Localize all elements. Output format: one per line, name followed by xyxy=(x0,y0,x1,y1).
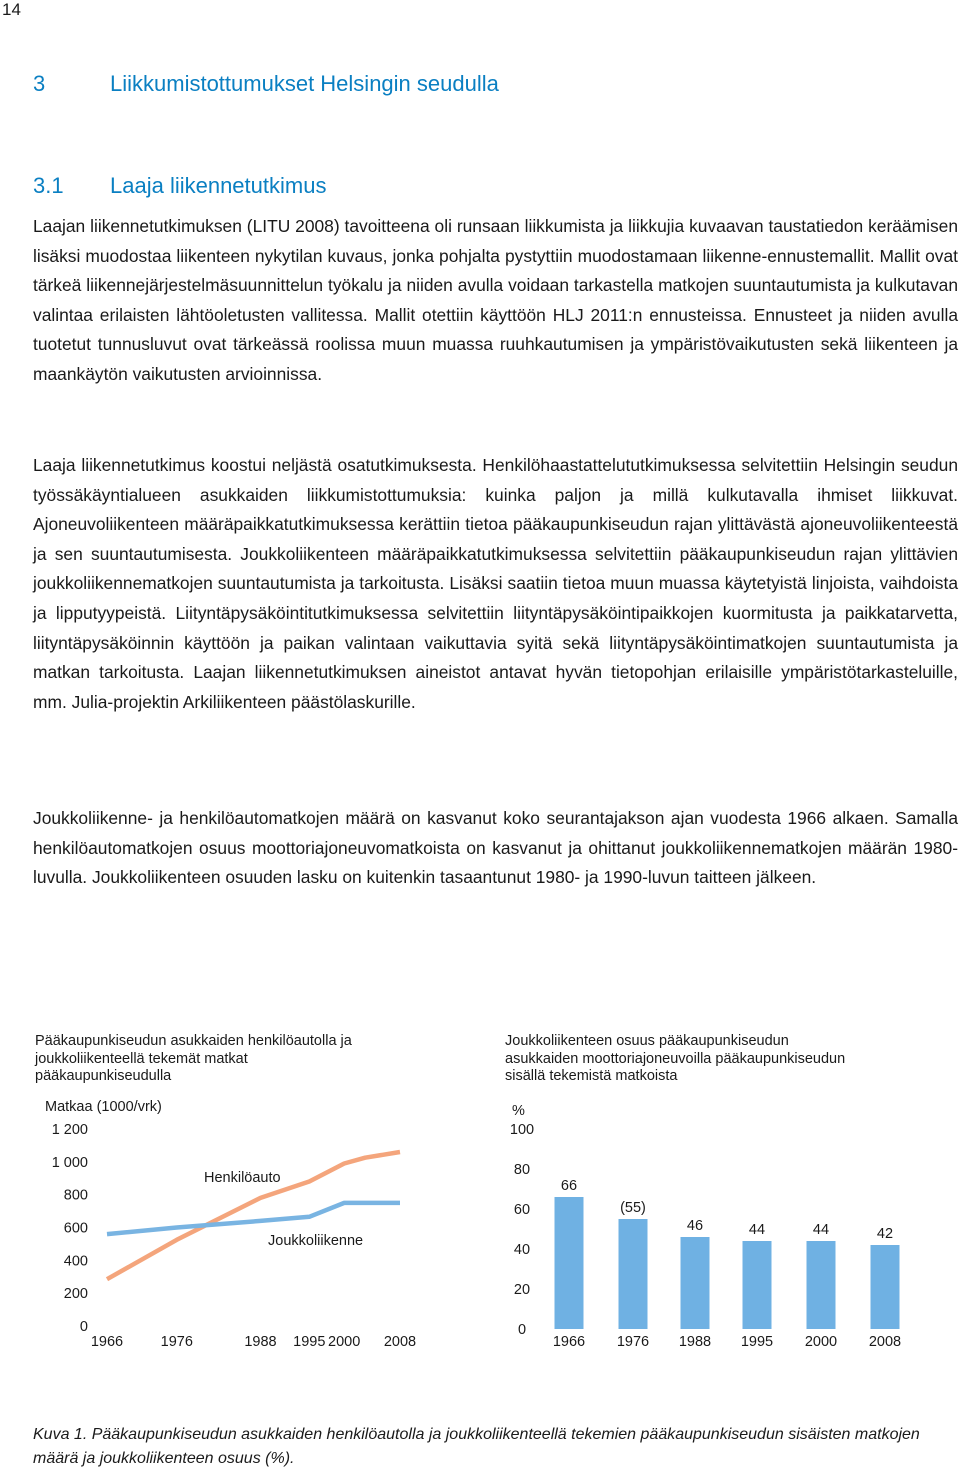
y-axis-label: % xyxy=(512,1103,525,1119)
bar xyxy=(681,1237,710,1329)
y-tick-label: 60 xyxy=(513,1202,531,1218)
x-tick-label: 1976 xyxy=(616,1334,650,1350)
section-heading xyxy=(33,172,326,200)
bar xyxy=(807,1241,836,1329)
bar-data-label: 42 xyxy=(876,1226,894,1242)
section-title: Laaja liikennetutkimus xyxy=(110,173,327,198)
series-label-car: Henkilöauto xyxy=(204,1170,281,1186)
trips-line-chart xyxy=(0,1090,480,1360)
y-tick-label: 100 xyxy=(509,1122,535,1138)
bar-data-label: (55) xyxy=(620,1200,646,1216)
x-tick-label: 1976 xyxy=(160,1334,193,1350)
bar-data-label: 46 xyxy=(686,1218,704,1234)
y-axis-label: Matkaa (1000/vrk) xyxy=(45,1099,162,1115)
transit-trips-line xyxy=(107,1203,400,1234)
chapter-heading xyxy=(33,70,499,98)
y-tick-label: 0 xyxy=(79,1319,88,1335)
section-number: 3.1 xyxy=(33,173,64,198)
body-paragraph: Laajan liikennetutkimuksen (LITU 2008) tavoitteena oli runsaan liikkumista ja liikkujia kuvaavan taustatiedon keräämisen lisäksi muodostaa liikenteen nykytilan kuvaus, jonka pohjalta pystyttiin muodostamaan liikenne-ennustemallit. Mallit ovat tärkeä liikennejärjestelmäsuunnittelun työkalu ja niiden avulla voidaan tarkastella matkojen suuntautumista ja kulkutavan valintaa erilaisten lähtöoletusten vallitessa. Mallit otettiin käyttöön HLJ 2011:n ennusteissa. Ennusteet ja niiden avulla tuotetut tunnusluvut ovat tärkeässä roolissa muun muassa ruuhkautumisen ja ympäristövaikutusten sekä liikenteen ja maankäytön vaikutusten arvioinnissa. xyxy=(33,216,958,384)
bar xyxy=(743,1241,772,1329)
x-tick-label: 2008 xyxy=(868,1334,902,1350)
bar xyxy=(871,1245,900,1329)
bar-data-label: 44 xyxy=(812,1222,830,1238)
x-tick-label: 1988 xyxy=(678,1334,712,1350)
x-tick-label: 1995 xyxy=(740,1334,774,1350)
bar-chart-title: Joukkoliikenteen osuus pääkaupunkiseudun asukkaiden moottoriajoneuvoilla pääkaupunkiseudun sisällä tekemistä matkoista xyxy=(505,1033,846,1084)
series-label-transit: Joukkoliikenne xyxy=(268,1233,364,1249)
bar xyxy=(619,1219,648,1329)
y-tick-label: 0 xyxy=(517,1322,527,1338)
x-tick-label: 1966 xyxy=(90,1334,124,1350)
body-paragraph: Laaja liikennetutkimus koostui neljästä osatutkimuksesta. Henkilöhaastattelututkimuksessa selvitettiin Helsingin seudun työssäkäyntialueen asukkaiden liikkumistottumuksia: kuinka paljon ja millä kulkutavalla ihmiset liikkuvat. Ajoneuvoliikenteen määräpaikkatutkimuksessa kerättiin tietoa pääkaupunkiseudun rajan ylittävästä ajoneuvoliikenteestä ja sen suuntautumisesta. Joukkoliikenteen määräpaikkatutkimuksessa selvitettiin pääkaupunkiseudun rajan ylittävien joukkoliikennematkojen suuntautumista ja tarkoitusta. Lisäksi saatiin tietoa muun muassa käytetyistä linjoista, vaihdoista ja lipputyypeistä. Liityntäpysäköintitutkimuksessa selvitettiin liityntäpysäköintipaikkojen kuormitusta ja paikkatarvetta, liityntäpysäköinnin käyttöön ja paikan valintaan vaikuttavia syitä sekä liityntäpysäköintimatkojen suuntautumista ja matkan tarkoitusta. Laajan liikennetutkimuksen aineistot antavat hyvän tietopohjan erilaisille ympäristötarkasteluille, mm. Julia-projektin Arkiliikenteen päästölaskurille. xyxy=(33,455,958,712)
y-tick-label: 1 000 xyxy=(51,1154,88,1171)
x-tick-label: 2000 xyxy=(804,1334,838,1350)
body-paragraph: Joukkoliikenne- ja henkilöautomatkojen määrä on kasvanut koko seurantajakson ajan vuodesta 1966 alkaen. Samalla henkilöautomatkojen osuus moottoriajoneuvomatkoista on kasvanut ja ohittanut joukkoliikennematkojen määrän 1980-luvulla. Joukkoliikenteen osuuden lasku on kuitenkin tasaantunut 1980- ja 1990-luvun taitteen jälkeen. xyxy=(33,808,958,888)
y-tick-label: 80 xyxy=(513,1162,531,1178)
x-tick-label: 2008 xyxy=(383,1334,417,1350)
y-tick-label: 20 xyxy=(513,1282,531,1298)
bar-data-label: 44 xyxy=(748,1222,766,1238)
x-tick-label: 1988 xyxy=(244,1334,277,1350)
x-tick-label: 1995 xyxy=(293,1334,326,1350)
chapter-title: Liikkumistottumukset Helsingin seudulla xyxy=(110,71,499,96)
y-tick-label: 200 xyxy=(63,1286,88,1303)
y-tick-label: 1 200 xyxy=(51,1122,88,1138)
y-tick-label: 400 xyxy=(63,1253,88,1270)
page-number: 14 xyxy=(2,0,21,19)
x-tick-label: 1966 xyxy=(552,1334,586,1350)
bar-data-label: 66 xyxy=(560,1178,578,1194)
transit-share-bar-chart xyxy=(480,1090,960,1360)
figure-caption: Kuva 1. Pääkaupunkiseudun asukkaiden henkilöautolla ja joukkoliikenteellä tekemien pääkaupunkiseudun sisäisten matkojen määrä ja joukkoliikenteen osuus (%). xyxy=(33,1426,920,1467)
line-chart-title: Pääkaupunkiseudun asukkaiden henkilöautolla ja joukkoliikenteellä tekemät matkat pääkaupunkiseudulla xyxy=(35,1033,352,1084)
y-tick-label: 40 xyxy=(513,1242,531,1258)
x-tick-label: 2000 xyxy=(328,1334,361,1350)
y-tick-label: 800 xyxy=(63,1187,88,1204)
chapter-number: 3 xyxy=(33,71,46,96)
bar xyxy=(555,1197,584,1329)
y-tick-label: 600 xyxy=(63,1220,88,1237)
